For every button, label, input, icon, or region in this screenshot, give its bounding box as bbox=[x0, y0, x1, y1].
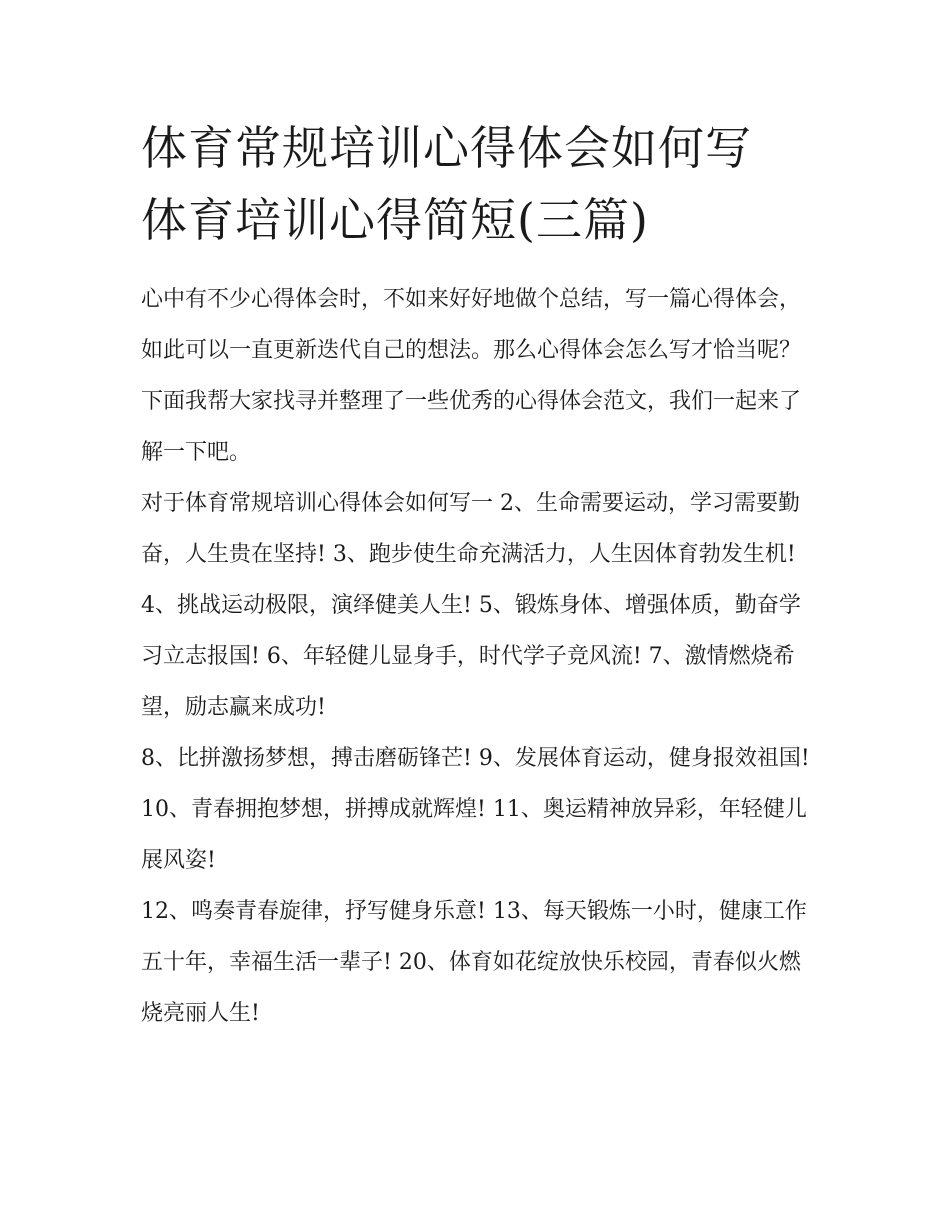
slogan-paragraph-2: 4、挑战运动极限，演绎健美人生! 5、锻炼身体、增强体质，勤奋学习立志报国! 6、年轻健儿显身手，时代学子竞风流! 7、激情燃烧希望，励志赢来成功! bbox=[141, 593, 801, 720]
document-body bbox=[141, 274, 821, 1039]
document-title bbox=[141, 112, 821, 256]
intro-paragraph: 心中有不少心得体会时，不如来好好地做个总结，写一篇心得体会，如此可以一直更新迭代自己的想法。那么心得体会怎么写才恰当呢？下面我帮大家找寻并整理了一些优秀的心得体会范文，我们一起来了解一下吧。 bbox=[141, 287, 802, 465]
slogan-paragraph-4: 12、鸣奏青春旋律，抒写健身乐意! 13、每天锻炼一小时，健康工作五十年，幸福生活一辈子! 20、体育如花绽放快乐校园，青春似火燃烧亮丽人生! bbox=[141, 899, 807, 1026]
title-line-2: 体育培训心得简短(三篇) bbox=[141, 193, 649, 247]
slogan-paragraph-3: 8、比拼激扬梦想，搏击磨砺锋芒! 9、发展体育运动，健身报效祖国! 10、青春拥抱梦想，拼搏成就辉煌! 11、奥运精神放异彩，年轻健儿展风姿! bbox=[141, 746, 810, 873]
title-line-1: 体育常规培训心得体会如何写 bbox=[141, 121, 752, 175]
slogan-paragraph-1: 对于体育常规培训心得体会如何写一 2、生命需要运动，学习需要勤奋，人生贵在坚持! 3、跑步使生命充满活力，人生因体育勃发生机! bbox=[141, 491, 800, 567]
document-content bbox=[141, 112, 821, 1039]
